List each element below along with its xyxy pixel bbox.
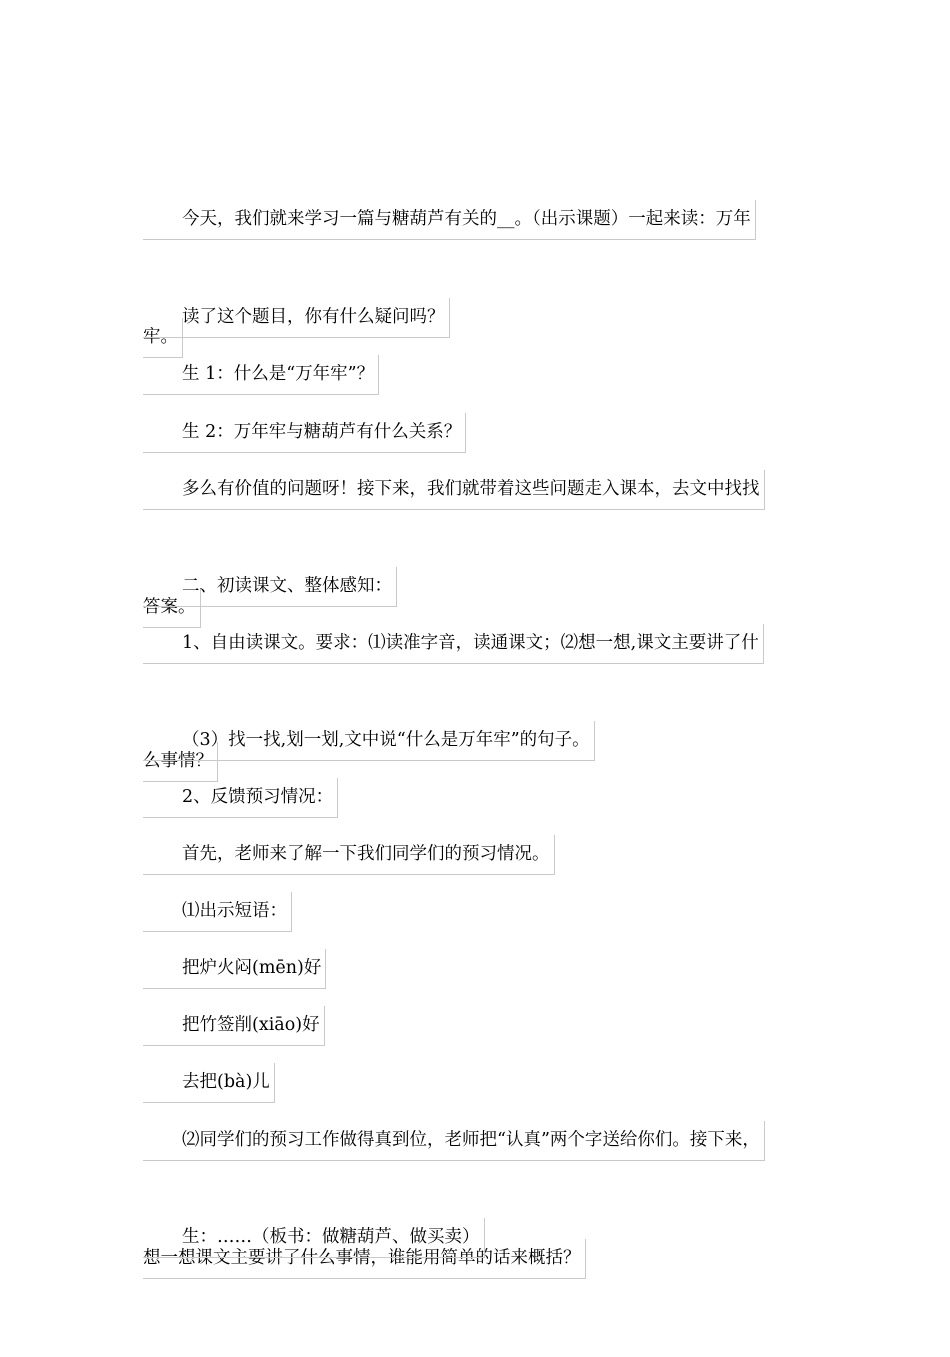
paragraph-line: 1、自由读课文。要求：⑴读准字音，读通课文；⑵想一想,课文主要讲了什 [143, 624, 764, 664]
paragraph-line: 读了这个题目，你有什么疑问吗？ [143, 298, 450, 338]
paragraph-line: 二、初读课文、整体感知： [143, 567, 397, 607]
paragraph-line: 生：……（板书：做糖葫芦、做买卖） [143, 1218, 485, 1258]
paragraph-line: 首先，老师来了解一下我们同学们的预习情况。 [143, 835, 555, 875]
paragraph-line: 生 1：什么是“万年牢”？ [143, 355, 379, 395]
paragraph-line: 么事情？ [143, 742, 218, 782]
paragraph-line: （3）找一找,划一划,文中说“什么是万年牢”的句子。 [143, 721, 595, 761]
paragraph-line: ⑴出示短语： [143, 892, 292, 932]
paragraph-line: 答案。 [143, 588, 201, 628]
paragraph-line: 多么有价值的问题呀！接下来，我们就带着这些问题走入课本，去文中找找 [143, 470, 765, 510]
paragraph-line: 把竹签削(xiāo)好 [143, 1006, 325, 1046]
paragraph-line: 牢。 [143, 318, 183, 358]
paragraph-line: 2、反馈预习情况： [143, 778, 338, 818]
paragraph-line: 生 2：万年牢与糖葫芦有什么关系？ [143, 413, 466, 453]
paragraph-line: 想一想课文主要讲了什么事情，谁能用简单的话来概括？ [143, 1239, 586, 1279]
paragraph-line: 今天，我们就来学习一篇与糖葫芦有关的__。（出示课题）一起来读：万年 [143, 200, 756, 240]
paragraph-line: 去把(bà)儿 [143, 1063, 275, 1103]
paragraph-line: ⑵同学们的预习工作做得真到位，老师把“认真”两个字送给你们。接下来， [143, 1121, 765, 1161]
paragraph-line: 把炉火闷(mēn)好 [143, 949, 326, 989]
paragraph-board-note [143, 1140, 485, 1336]
